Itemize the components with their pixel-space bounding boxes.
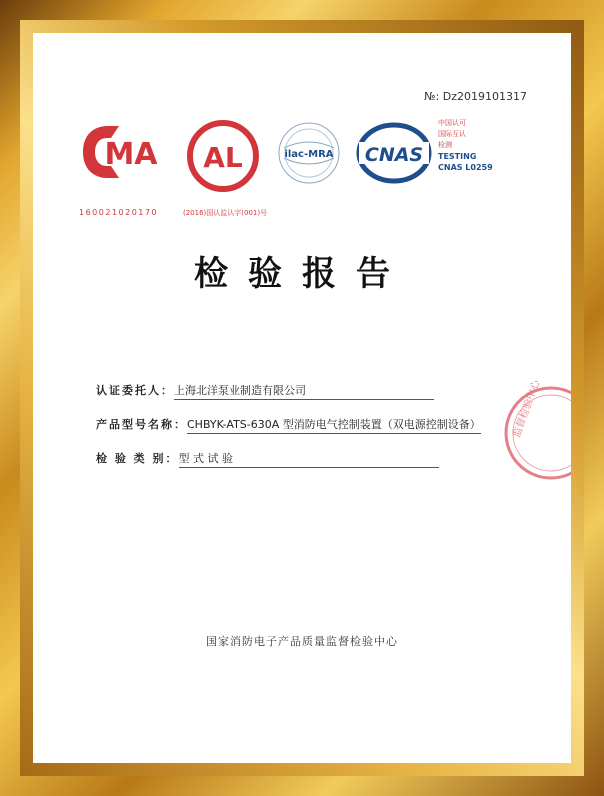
field-label: 认证委托人： [96,384,174,397]
field-value: 型 式 试 验 [179,450,439,468]
field-value: CHBYK-ATS-630A 型消防电气控制装置（双电源控制设备） [187,416,481,434]
cnas-code: CNAS L0259 [438,163,493,172]
cnas-side-line: 检测 [438,141,452,149]
cnas-testing: TESTING [438,152,477,161]
ilac-text: ilac-MRA [284,149,334,160]
issuer-name: 国家消防电子产品质量监督检验中心 [206,635,398,648]
report-number: №: Dz2019101317 [424,90,527,103]
cnas-logo [355,120,433,186]
cnas-side-text [438,118,493,173]
cnas-letters: CNAS [364,144,424,166]
field-test-type [96,450,439,468]
report-title: 检验报告 [194,254,410,294]
logo-row [33,118,571,228]
cnas-side-line: 中国认可 [438,119,466,127]
cma-number: 160021020170 [79,208,159,217]
seal-text: 监督检验中心 [511,378,543,440]
cma-letters: MA [104,137,158,172]
cal-number: (2016)国认监认字(001)号 [183,209,268,217]
cnas-side-line: 国际互认 [438,130,466,138]
certificate-paper [33,33,571,763]
field-client [96,382,434,400]
cma-logo [77,118,173,186]
official-seal [501,378,571,488]
field-product [96,416,481,434]
field-label: 检 验 类 别： [96,452,179,465]
cal-letters: AL [203,141,243,174]
ilac-mra-logo [276,120,342,186]
field-value: 上海北洋泵业制造有限公司 [174,382,434,400]
field-label: 产品型号名称： [96,418,187,431]
cal-logo [185,118,261,194]
